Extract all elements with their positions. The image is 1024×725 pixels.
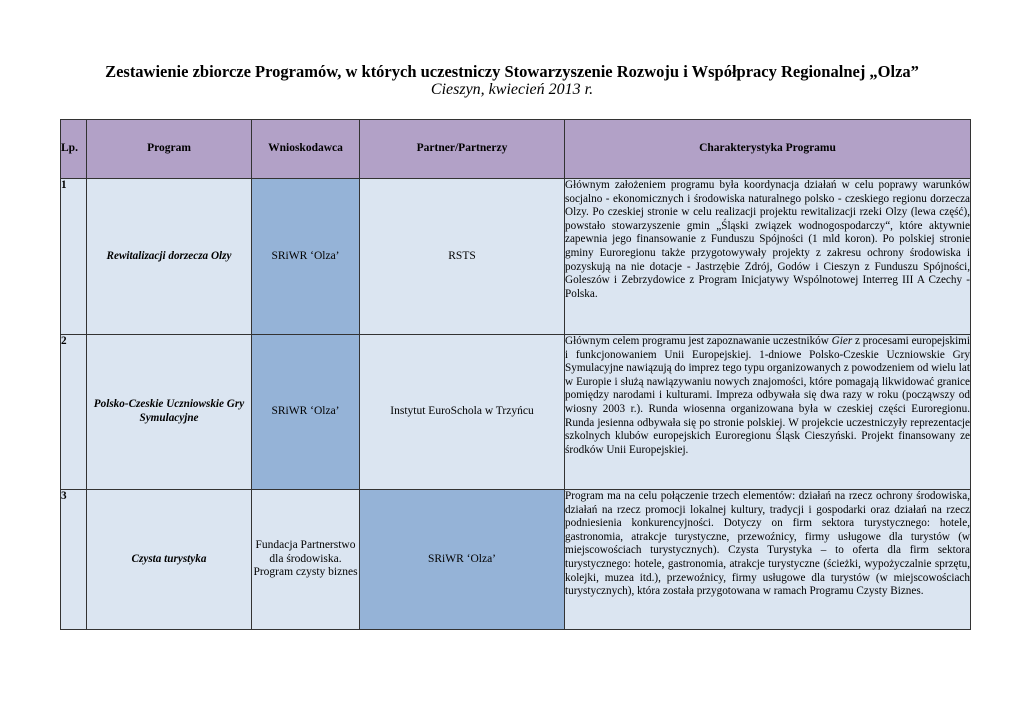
column-header-description: Charakterystyka Programu — [565, 120, 971, 179]
table-row — [61, 179, 971, 335]
partner-cell: Instytut EuroSchola w Trzyńcu — [360, 335, 565, 490]
row-number: 1 — [61, 179, 87, 335]
program-name: Polsko-Czeskie Uczniowskie Gry Symulacyjne — [87, 335, 252, 490]
row-number: 2 — [61, 335, 87, 490]
column-header-program: Program — [87, 120, 252, 179]
description-cell — [565, 335, 971, 490]
row-number: 3 — [61, 490, 87, 630]
description-cell: Program ma na celu połączenie trzech elementów: działań na rzecz ochrony środowiska, działań na rzecz promocji lokalnej kultury, tradycji i gospodarki oraz działań na rzecz podniesienia konkurencyjności. Dotyczy on firm sektora turystycznego: hotele, gastronomia, atrakcje turystyczne, przewoźnicy, firmy usługowe dla turystów (w miejscowościach turystycznych). Czysta Turystyka – to oferta dla firm sektora turystycznego: hotele, gastronomia, atrakcje turystyczne (ścieżki, wypożyczalnie sprzętu, kolejki, muzea itd.), przewoźnicy, firmy usługowe dla turystów (w miejscowościach turystycznych), która została przygotowana w ramach Programu Czysty Biznes. — [565, 490, 971, 630]
applicant-cell: SRiWR ‘Olza’ — [252, 179, 360, 335]
table-row — [61, 490, 971, 630]
description-cell: Głównym założeniem programu była koordynacja działań w celu poprawy warunków socjalno - ekonomicznych i środowiska naturalnego polsko - czeskiego regionu dorzecza Olzy. Po czeskiej stronie w celu realizacji projektu rewitalizacji rzeki Olzy (lewa część), powstało stowarzyszenie gmin „Śląski związek wodnogospodarczy“, które aktywnie zapewnia jego finansowanie z Funduszu Spójności (1 mld koron). Po polskiej stronie gminy Euroregionu także przygotowywały projekty z zakresu ochrony środowiska i pozyskują na nie dotacje - Jastrzębie Zdrój, Godów i Cieszyn z Funduszu Spójności, Goleszów i Zebrzydowice z Program Inicjatywy Wspólnotowej Interreg III A Czechy - Polska. — [565, 179, 971, 335]
programs-table — [60, 119, 971, 630]
description-text: Głównym celem programu jest zapoznawanie uczestników — [565, 335, 832, 347]
column-header-lp: Lp. — [61, 120, 87, 179]
table-row — [61, 335, 971, 490]
page-title: Zestawienie zbiorcze Programów, w których uczestniczy Stowarzyszenie Rozwoju i Współpracy Regionalnej „Olza” — [105, 62, 919, 81]
column-header-applicant: Wnioskodawca — [252, 120, 360, 179]
description-text: z procesami europejskimi i funkcjonowaniem Unii Europejskiej. 1-dniowe Polsko-Czeskie Uczniowskie Gry Symulacyjne nawiązują do imprez tego typu organizowanych z powodzeniem od wielu lat w Europie i służą nawiązywaniu nowych znajomości, które pomagają likwidować granice pomiędzy narodami i kulturami. Impreza odbywała się dwa razy w roku (począwszy od wiosny 2003 r.). Runda wiosenna organizowana była w czeskiej części Euroregionu. Runda jesienna odbywała się po stronie polskiej. W projekcie uczestniczyły reprezentacje szkolnych klubów europejskich Euroregionu Śląsk Cieszyński. Projekt finansowany ze środków Unii Europejskiej. — [565, 335, 970, 456]
partner-cell: RSTS — [360, 179, 565, 335]
partner-cell: SRiWR ‘Olza’ — [360, 490, 565, 630]
table-header-row — [61, 120, 971, 179]
page-subtitle: Cieszyn, kwiecień 2013 r. — [430, 81, 594, 98]
program-name: Czysta turystyka — [87, 490, 252, 630]
description-emphasis: Gier — [831, 335, 853, 347]
applicant-cell: Fundacja Partnerstwo dla środowiska. Program czysty biznes — [252, 490, 360, 630]
program-name: Rewitalizacji dorzecza Olzy — [87, 179, 252, 335]
column-header-partner: Partner/Partnerzy — [360, 120, 565, 179]
applicant-cell: SRiWR ‘Olza’ — [252, 335, 360, 490]
